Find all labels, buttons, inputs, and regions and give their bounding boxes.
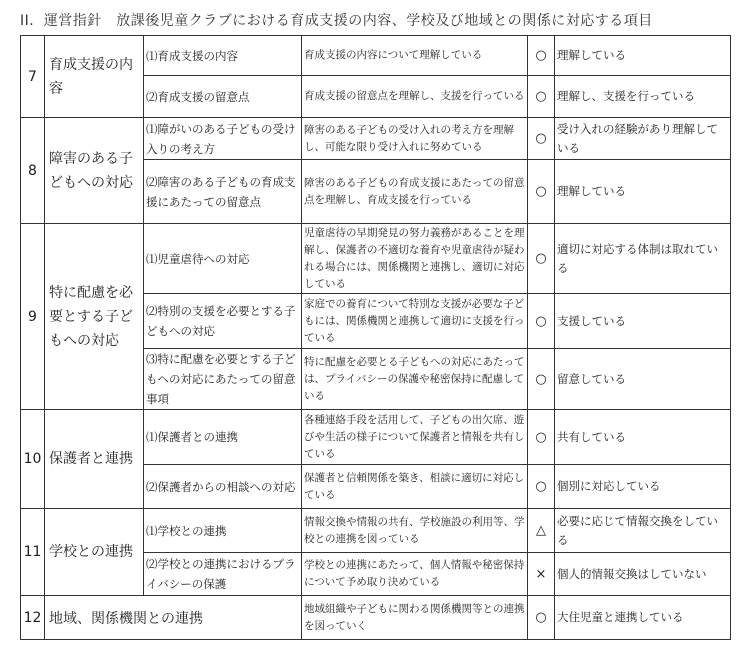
section-category: 地域、関係機関との連携 bbox=[45, 596, 302, 640]
status-comment: 適切に対応する体制は取れている bbox=[555, 224, 731, 294]
table-row bbox=[21, 596, 731, 640]
status-comment: 個別に対応している bbox=[555, 465, 731, 509]
item-description: 育成支援の留意点を理解し、支援を行っている bbox=[302, 76, 528, 118]
status-comment: 大住児童と連携している bbox=[555, 596, 731, 640]
section-number: 7 bbox=[21, 36, 45, 118]
evaluation-table bbox=[20, 35, 731, 640]
evaluation-mark: ○ bbox=[528, 76, 555, 118]
section-number: 9 bbox=[21, 224, 45, 410]
evaluation-mark: ○ bbox=[528, 465, 555, 509]
evaluation-mark: ○ bbox=[528, 224, 555, 294]
item-name: ⑵保護者からの相談への対応 bbox=[144, 465, 302, 509]
evaluation-mark: ○ bbox=[528, 410, 555, 465]
evaluation-mark: ○ bbox=[528, 349, 555, 410]
item-description: 保護者と信頼関係を築き、相談に適切に対応している bbox=[302, 465, 528, 509]
item-description: 育成支援の内容について理解している bbox=[302, 36, 528, 76]
status-comment: 必要に応じて情報交換をしている bbox=[555, 509, 731, 553]
item-description: 特に配慮を必要とる子どもへの対応にあたっては、プライバシーの保護や秘密保持に配慮している bbox=[302, 349, 528, 410]
evaluation-mark: ○ bbox=[528, 118, 555, 160]
section-category: 育成支援の内容 bbox=[45, 36, 144, 118]
page-heading: II．運営指針 放課後児童クラブにおける育成支援の内容、学校及び地域との関係に対応する項目 bbox=[20, 13, 653, 29]
status-comment: 留意している bbox=[555, 349, 731, 410]
table-row bbox=[21, 509, 731, 553]
item-description: 児童虐待の早期発見の努力義務があることを理解し、保護者の不適切な養育や児童虐待が疑われる場合には、関係機関と連携し、適切に対応している bbox=[302, 224, 528, 294]
item-name: ⑴保護者との連携 bbox=[144, 410, 302, 465]
table-row bbox=[21, 118, 731, 160]
section-category: 学校との連携 bbox=[45, 509, 144, 596]
item-description: 学校との連携にあたって、個人情報や秘密保持について予め取り決めている bbox=[302, 553, 528, 596]
item-description: 障害のある子どもの受け入れの考え方を理解し、可能な限り受け入れに努めている bbox=[302, 118, 528, 160]
status-comment: 個人的情報交換はしていない bbox=[555, 553, 731, 596]
status-comment: 理解し、支援を行っている bbox=[555, 76, 731, 118]
status-comment: 理解している bbox=[555, 160, 731, 224]
evaluation-mark: × bbox=[528, 553, 555, 596]
item-name: ⑴育成支援の内容 bbox=[144, 36, 302, 76]
item-description: 地域組織や子どもに関わる関係機関等との連携を図っていく bbox=[302, 596, 528, 640]
item-name: ⑵障害のある子どもの育成支援にあたっての留意点 bbox=[144, 160, 302, 224]
status-comment: 受け入れの経験があり理解している bbox=[555, 118, 731, 160]
evaluation-mark: ○ bbox=[528, 160, 555, 224]
item-name: ⑴児童虐待への対応 bbox=[144, 224, 302, 294]
item-name: ⑵特別の支援を必要とする子どもへの対応 bbox=[144, 294, 302, 349]
item-name: ⑵学校との連携におけるプライバシーの保護 bbox=[144, 553, 302, 596]
item-description: 情報交換や情報の共有、学校施設の利用等、学校との連携を図っている bbox=[302, 509, 528, 553]
evaluation-mark: ○ bbox=[528, 596, 555, 640]
section-category: 保護者と連携 bbox=[45, 410, 144, 509]
item-name: ⑴学校との連携 bbox=[144, 509, 302, 553]
item-description: 家庭での養育について特別な支援が必要な子どもには、関係機関と連携して適切に支援を行っている bbox=[302, 294, 528, 349]
item-name: ⑵育成支援の留意点 bbox=[144, 76, 302, 118]
evaluation-mark: ○ bbox=[528, 36, 555, 76]
status-comment: 共有している bbox=[555, 410, 731, 465]
section-category: 特に配慮を必要とする子どもへの対応 bbox=[45, 224, 144, 410]
item-name: ⑶特に配慮を必要とする子どもへの対応にあたっての留意事項 bbox=[144, 349, 302, 410]
section-number: 11 bbox=[21, 509, 45, 596]
section-number: 10 bbox=[21, 410, 45, 509]
item-name: ⑴障がいのある子どもの受け入りの考え方 bbox=[144, 118, 302, 160]
section-number: 12 bbox=[21, 596, 45, 640]
item-description: 障害のある子どもの育成支援にあたっての留意点を理解し、育成支援を行っている bbox=[302, 160, 528, 224]
table-row bbox=[21, 224, 731, 294]
evaluation-mark: ○ bbox=[528, 294, 555, 349]
section-category: 障害のある子どもへの対応 bbox=[45, 118, 144, 224]
evaluation-mark: △ bbox=[528, 509, 555, 553]
status-comment: 理解している bbox=[555, 36, 731, 76]
item-description: 各種連絡手段を活用して、子どもの出欠席、遊びや生活の様子について保護者と情報を共有している bbox=[302, 410, 528, 465]
table-row bbox=[21, 36, 731, 76]
section-number: 8 bbox=[21, 118, 45, 224]
status-comment: 支援している bbox=[555, 294, 731, 349]
table-row bbox=[21, 410, 731, 465]
